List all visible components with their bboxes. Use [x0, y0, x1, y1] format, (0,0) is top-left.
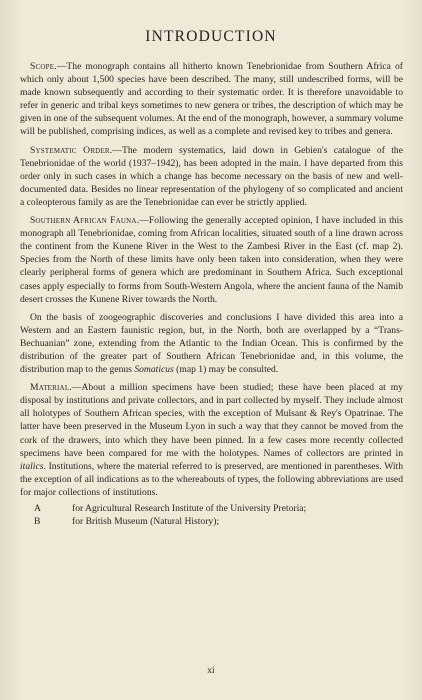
abbreviation-value: for British Museum (Natural History);: [72, 516, 220, 528]
paragraph-text: —Following the generally accepted opinion, I have included in this monograph all Tenebrionidae, coming from African localities, situated south of a line drawn across the continent from the Kunene River in the West to the Zambesi River in the East (cf. map 2). Species from the North of these limits have only been taken into consideration, when they were clearly peripheral forms of genera which are predominant in Southern Africa. Such exceptional cases apply especially to forms from South-Western Angola, where the ancient fauna of the Namib desert crosses the Kunene River towards the North.: [20, 215, 403, 305]
paragraph-scope: [20, 60, 403, 139]
abbreviation-key: A: [34, 503, 41, 514]
paragraph-material: [20, 381, 403, 499]
paragraph-zoogeography: [20, 311, 403, 376]
italic-genus-name: Somaticus: [134, 364, 174, 376]
section-heading-systematic-order: Systematic Order.: [30, 144, 113, 156]
paragraph-text-after: . Institutions, where the material referred to is preserved, are mentioned in parentheses. With the exception of all indications as to the whereabouts of types, the following abbreviations are used for major collections of institutions.: [20, 460, 403, 498]
abbreviation-value: for Agricultural Research Institute of the University Pretoria;: [72, 503, 307, 514]
section-heading-southern-african-fauna: Southern African Fauna.: [30, 215, 140, 227]
paragraph-systematic-order: [20, 144, 403, 209]
section-heading-material: Material.: [30, 382, 72, 394]
abbreviation-key: B: [34, 516, 41, 528]
paragraph-text: —The monograph contains all hitherto known Tenebrionidae from Southern Africa of which only about 1,500 species have been described. The many, still undescribed forms, will be made known subsequently and according to their systematic order. It is therefore unavoidable to refer in generic and tribal keys sometimes to new genera or tribes, the description of which may be given in one of the subsequent volumes. At the end of the monograph, however, a summary volume will be published, comprising indices, as well as a complete and revised key to tribes and genera.: [20, 61, 403, 138]
paragraph-text-after: (map 1) may be consulted.: [173, 364, 279, 376]
paragraph-southern-african-fauna: [20, 214, 403, 306]
document-body: [20, 60, 403, 528]
italic-word: italics: [20, 460, 44, 472]
paragraph-text: —About a million specimens have been studied; these have been placed at my disposal by institutions and private collectors, and in part collected by myself. They include almost all holotypes of Southern African species, with the exception of Mulsant & Rey's Opatrinae. The latter have been preserved in the Museum Lyon in such a way that they cannot be moved from the cork of the drawers, into which they have been pinned. In a few cases more recently collected specimens have been compared for me with the holotypes. Names of collectors are printed in: [20, 382, 403, 459]
abbreviation-list: [20, 502, 403, 528]
section-heading-scope: Scope.: [30, 61, 57, 72]
paragraph-text: On the basis of zoogeographic discoveries and conclusions I have divided this area into a Western and an Eastern faunistic region, but, in the North, both are overlapped by a “Trans-Bechuanian” zone, extending from the Atlantic to the Indian Ocean. This is confirmed by the distribution of the greater part of Southern African Tenebrionidae and, in this volume, the distribution map to the genus: [20, 311, 403, 376]
page-title: INTRODUCTION: [145, 28, 277, 45]
page-number: xi: [207, 666, 215, 676]
paragraph-text: —The modern systematics, laid down in Gebien's catalogue of the Tenebrionidae of the world (1937–1942), has been adopted in the main. I have departed from this order only in such cases in which a change has become necessary on the basis of new and well-documented data. Besides no linear representation of the phylogeny of so complicated and ancient a coleopterous family as are the Tenebrionidae can ever be strictly applied.: [20, 144, 403, 208]
